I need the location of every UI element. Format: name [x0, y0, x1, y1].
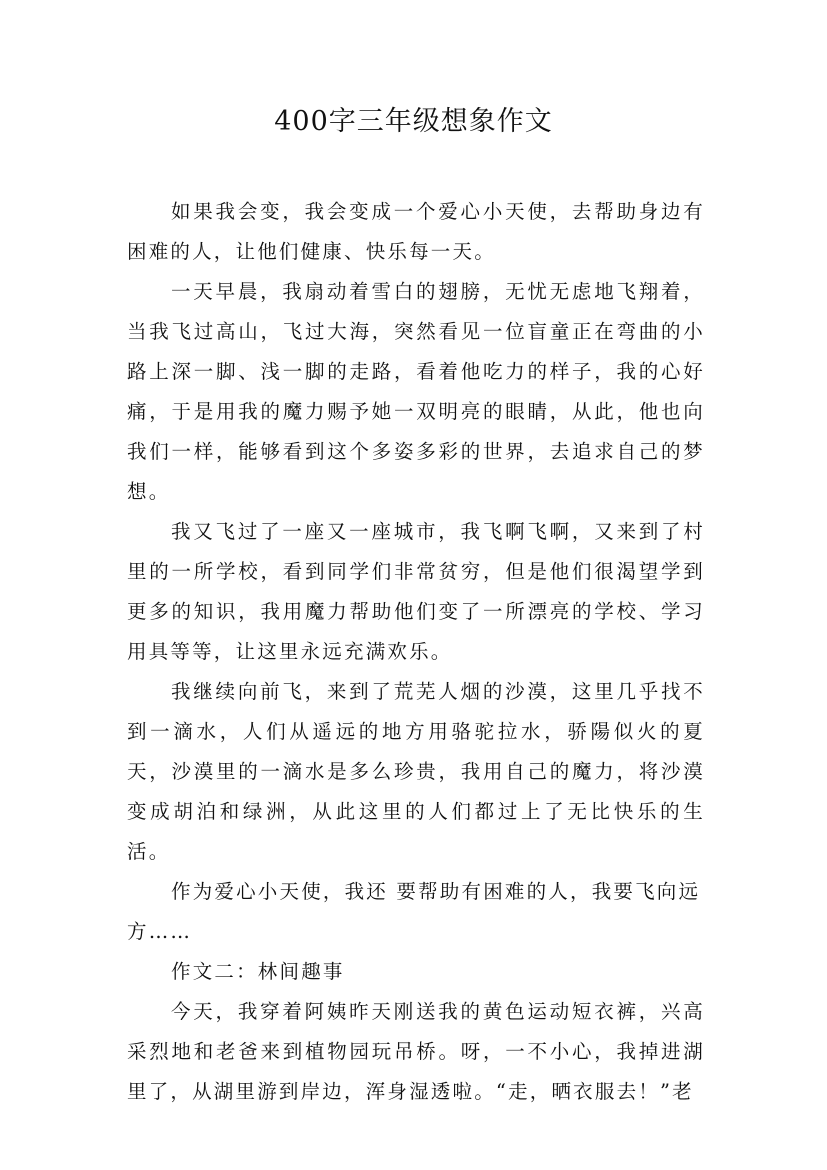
document-body [127, 192, 705, 1112]
paragraph-intro: 如果我会变，我会变成一个爱心小天使，去帮助身边有困难的人，让他们健康、快乐每一天。 [127, 200, 705, 263]
paragraph-essay-two-start: 今天，我穿着阿姨昨天刚送我的黄色运动短衣裤，兴高采烈地和老爸来到植物园玩吊桥。呀，一不小心，我掉进湖里了，从湖里游到岸边，浑身湿透啦。“走，晒衣服去！”老 [127, 1000, 705, 1103]
paragraph-conclusion: 作为爱心小天使，我还 要帮助有困难的人，我要飞向远方…… [127, 880, 701, 943]
section-heading-essay-two: 作文二：林间趣事 [171, 960, 345, 983]
paragraph-village-school: 我又飞过了一座又一座城市，我飞啊飞啊，又来到了村里的一所学校，看到同学们非常贫穷，但是他们很渴望学到更多的知识，我用魔力帮助他们变了一所漂亮的学校、学习用具等等，让这里永远充满欢乐。 [127, 520, 705, 663]
paragraph-morning-flight: 一天早晨，我扇动着雪白的翅膀，无忧无虑地飞翔着，当我飞过高山，飞过大海，突然看见一位盲童正在弯曲的小路上深一脚、浅一脚的走路，看着他吃力的样子，我的心好痛，于是用我的魔力赐予她一双明亮的眼睛，从此，他也向我们一样，能够看到这个多姿多彩的世界，去追求自己的梦想。 [127, 280, 705, 503]
document-title: 400字三年级想象作文 [274, 106, 553, 137]
paragraph-desert: 我继续向前飞，来到了荒芜人烟的沙漠，这里几乎找不到一滴水，人们从遥远的地方用骆驼拉水，骄陽似火的夏天，沙漠里的一滴水是多么珍贵，我用自己的魔力，将沙漠变成胡泊和绿洲，从此这里的人们都过上了无比快乐的生活。 [127, 680, 705, 863]
